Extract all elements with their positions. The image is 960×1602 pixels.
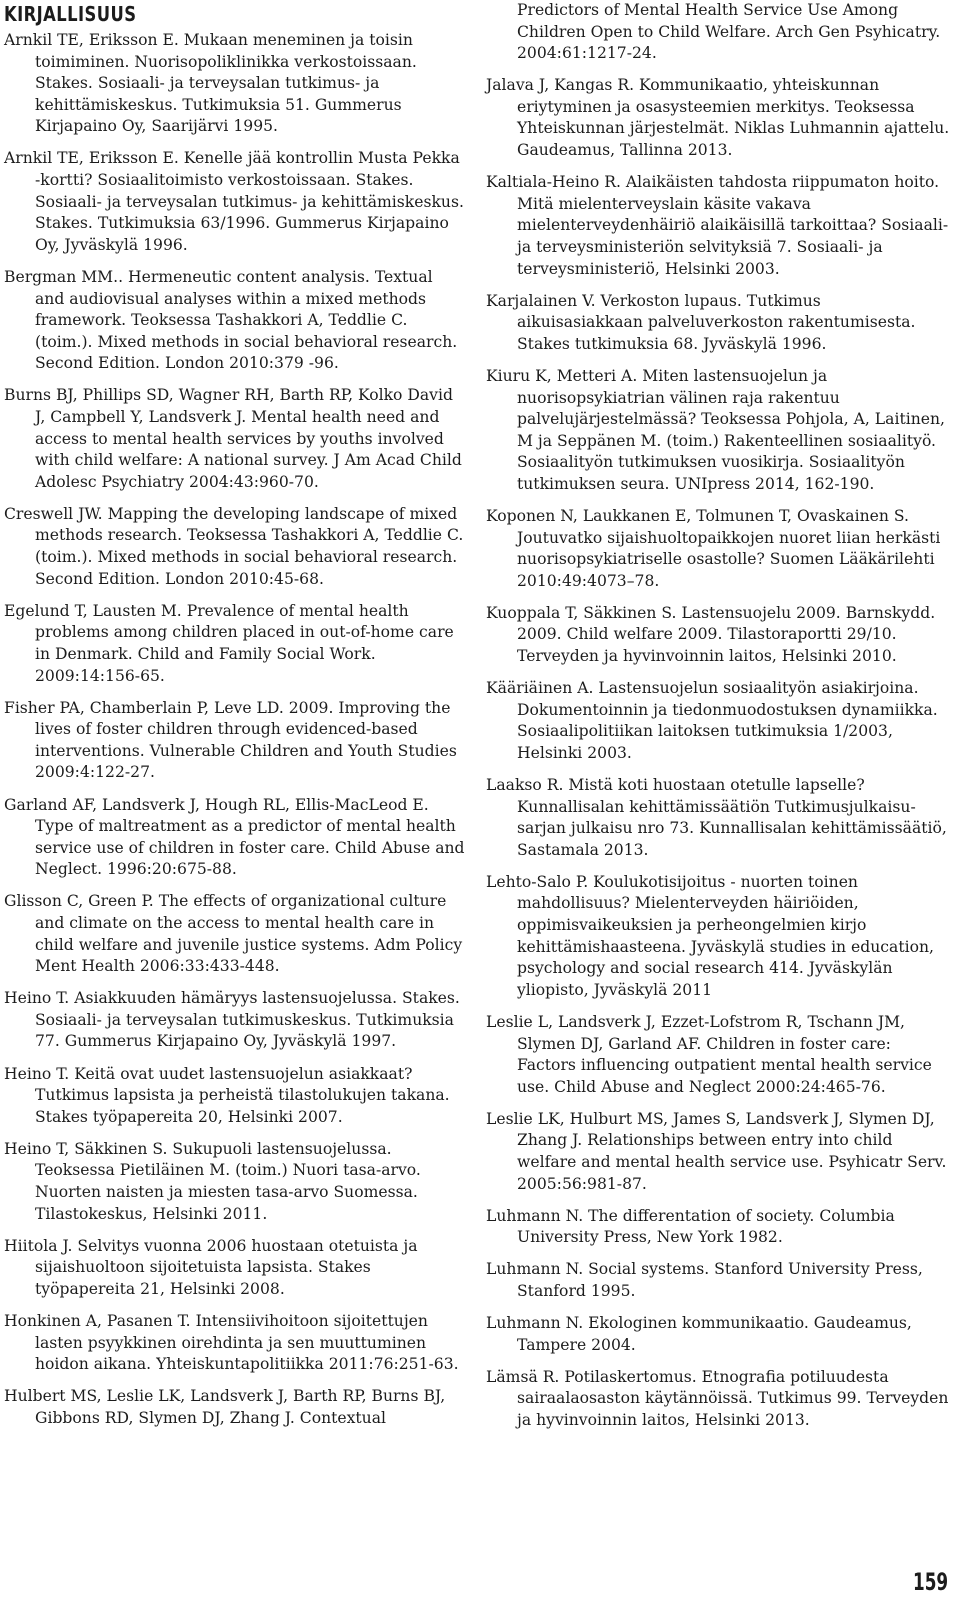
- reference-entry: Jalava J, Kangas R. Kommunikaatio, yhteiskunnan eriytyminen ja osasysteemien merkitys. Teoksessa Yhteiskunnan järjestelmät. Niklas Luhmannin ajattelu. Gaudeamus, Tallinna 2013.: [486, 76, 950, 160]
- reference-entry: Luhmann N. Social systems. Stanford University Press, Stanford 1995.: [486, 1260, 923, 1300]
- reference-entry: Luhmann N. Ekologinen kommunikaatio. Gaudeamus, Tampere 2004.: [486, 1314, 912, 1354]
- reference-entry: Lehto-Salo P. Koulukotisijoitus - nuorten toinen mahdollisuus? Mielenterveyden häiriöiden, oppimisvaikeuksien ja perheongelmien kirjo kehittämishaasteena. Jyväskylä studies in education, psychology and social research 414. Jyväskylän yliopisto, Jyväskylä 2011: [486, 872, 934, 999]
- reference-entry: Kaltiala-Heino R. Alaikäisten tahdosta riippumaton hoito. Mitä mielenterveyslain käsite vakava mielenterveydenhäiriö alaikäisillä tarkoittaa? Sosiaali- ja terveysministeriön selvityksiä 7. Sosiaali- ja terveysministeriö, Helsinki 2003.: [486, 173, 949, 278]
- reference-entry: Kiuru K, Metteri A. Miten lastensuojelun ja nuorisopsykiatrian välinen raja rakentuu palvelujärjestelmässä? Teoksessa Pohjola, A, Laitinen, M ja Seppänen M. (toim.) Rakenteellinen sosiaalityö. Sosiaalityön tutkimuksen vuosikirja. Sosiaalityön tutkimuksen seura. UNIpress 2014, 162-190.: [486, 366, 945, 493]
- reference-entry: Honkinen A, Pasanen T. Intensiivihoitoon sijoitettujen lasten psyykkinen oirehdinta ja sen muuttuminen hoidon aikana. Yhteiskuntapolitiikka 2011:76:251-63.: [4, 1311, 459, 1374]
- reference-entry: Heino T. Asiakkuuden hämäryys lastensuojelussa. Stakes. Sosiaali- ja terveysalan tutkimuskeskus. Tutkimuksia 77. Gummerus Kirjapaino Oy, Jyväskylä 1997.: [4, 989, 460, 1051]
- reference-entry: Fisher PA, Chamberlain P, Leve LD. 2009. Improving the lives of foster children through evidenced-based interventions. Vulnerable Children and Youth Studies 2009:4:122-27.: [4, 698, 457, 782]
- reference-entry: Arnkil TE, Eriksson E. Mukaan meneminen ja toisin toimiminen. Nuorisopoliklinikka verkostoissaan. Stakes. Sosiaali- ja terveysalan tutkimus- ja kehittämiskeskus. Tutkimuksia 51. Gummerus Kirjapaino Oy, Saarijärvi 1995.: [4, 31, 417, 136]
- reference-entry: Bergman MM.. Hermeneutic content analysis. Textual and audiovisual analyses within a mixed methods framework. Teoksessa Tashakkori A, Teddlie C. (toim.). Mixed methods in social behavioral research. Second Edition. London 2010:379 -96.: [4, 267, 458, 373]
- reference-entry: Burns BJ, Phillips SD, Wagner RH, Barth RP, Kolko David J, Campbell Y, Landsverk J. Mental health need and access to mental health services by youths involved with child welfare: A national survey. J Am Acad Child Adolesc Psychiatry 2004:43:960-70.: [4, 386, 462, 491]
- reference-entry: Leslie L, Landsverk J, Ezzet-Lofstrom R, Tschann JM, Slymen DJ, Garland AF. Children in foster care: Factors influencing outpatient mental health service use. Child Abuse and Neglect 2000:24:465-76.: [486, 1012, 932, 1096]
- reference-entry: Arnkil TE, Eriksson E. Kenelle jää kontrollin Musta Pekka -kortti? Sosiaalitoimisto verkostoissaan. Stakes. Sosiaali- ja terveysalan tutkimus- ja kehittämiskeskus. Stakes. Tutkimuksia 63/1996. Gummerus Kirjapaino Oy, Jyväskylä 1996.: [4, 149, 464, 254]
- reference-continuation: Predictors of Mental Health Service Use Among Children Open to Child Welfare. Arch Gen Psyhicatry. 2004:61:1217-24.: [517, 1, 941, 63]
- reference-entry: Kääriäinen A. Lastensuojelun sosiaalityön asiakirjoina. Dokumentoinnin ja tiedonmuodostuksen dynamiikka. Sosiaalipolitiikan laitoksen tutkimuksia 1/2003, Helsinki 2003.: [486, 679, 938, 762]
- reference-entry: Creswell JW. Mapping the developing landscape of mixed methods research. Teoksessa Tashakkori A, Teddlie C. (toim.). Mixed methods in social behavioral research. Second Edition. London 2010:45-68.: [4, 504, 464, 588]
- reference-entry: Karjalainen V. Verkoston lupaus. Tutkimus aikuisasiakkaan palveluverkoston rakentumisesta. Stakes tutkimuksia 68. Jyväskylä 1996.: [486, 291, 916, 353]
- reference-entry: Heino T, Säkkinen S. Sukupuoli lastensuojelussa. Teoksessa Pietiläinen M. (toim.) Nuori tasa-arvo. Nuorten naisten ja miesten tasa-arvo Suomessa. Tilastokeskus, Helsinki 2011.: [4, 1139, 421, 1223]
- left-column: [4, 30, 466, 1440]
- reference-entry: Laakso R. Mistä koti huostaan otetulle lapselle? Kunnallisalan kehittämissäätiön Tutkimusjulkaisu-sarjan julkaisu nro 73. Kunnallisalan kehittämissäätiö, Sastamala 2013.: [486, 776, 947, 859]
- reference-entry: Glisson C, Green P. The effects of organizational culture and climate on the access to mental health care in child welfare and juvenile justice systems. Adm Policy Ment Health 2006:33:433-448.: [4, 892, 463, 976]
- section-heading: KIRJALLISUUS: [4, 2, 137, 26]
- reference-entry: Hulbert MS, Leslie LK, Landsverk J, Barth RP, Burns BJ, Gibbons RD, Slymen DJ, Zhang J. Contextual: [4, 1387, 446, 1427]
- reference-entry: Kuoppala T, Säkkinen S. Lastensuojelu 2009. Barnskydd. 2009. Child welfare 2009. Tilastoraportti 29/10. Terveyden ja hyvinvoinnin laitos, Helsinki 2010.: [486, 603, 936, 666]
- reference-entry: Hiitola J. Selvitys vuonna 2006 huostaan otetuista ja sijaishuoltoon sijoitetuista lapsista. Stakes työpapereita 21, Helsinki 2008.: [4, 1236, 418, 1298]
- right-column: [486, 0, 950, 1442]
- reference-entry: Lämsä R. Potilaskertomus. Etnografia potiluudesta sairaalaosaston käytännöissä. Tutkimus 99. Terveyden ja hyvinvoinnin laitos, Helsinki 2013.: [486, 1367, 949, 1429]
- reference-entry: Leslie LK, Hulburt MS, James S, Landsverk J, Slymen DJ, Zhang J. Relationships between entry into child welfare and mental health service use. Psyhicatr Serv. 2005:56:981-87.: [486, 1109, 947, 1193]
- reference-entry: Garland AF, Landsverk J, Hough RL, Ellis-MacLeod E. Type of maltreatment as a predictor of mental health service use of children in foster care. Child Abuse and Neglect. 1996:20:675-88.: [4, 795, 465, 879]
- reference-entry: Egelund T, Lausten M. Prevalence of mental health problems among children placed in out-of-home care in Denmark. Child and Family Social Work. 2009:14:156-65.: [4, 601, 454, 685]
- page-number: 159: [912, 1568, 948, 1596]
- reference-entry: Heino T. Keitä ovat uudet lastensuojelun asiakkaat? Tutkimus lapsista ja perheistä tilastolukujen takana. Stakes työpapereita 20, Helsinki 2007.: [4, 1064, 450, 1126]
- reference-entry: Luhmann N. The differentation of society. Columbia University Press, New York 1982.: [486, 1206, 895, 1247]
- reference-entry: Koponen N, Laukkanen E, Tolmunen T, Ovaskainen S. Joutuvatko sijaishuoltopaikkojen nuoret liian herkästi nuorisopsykiatriselle osastolle? Suomen Lääkärilehti 2010:49:4073–78.: [486, 506, 941, 590]
